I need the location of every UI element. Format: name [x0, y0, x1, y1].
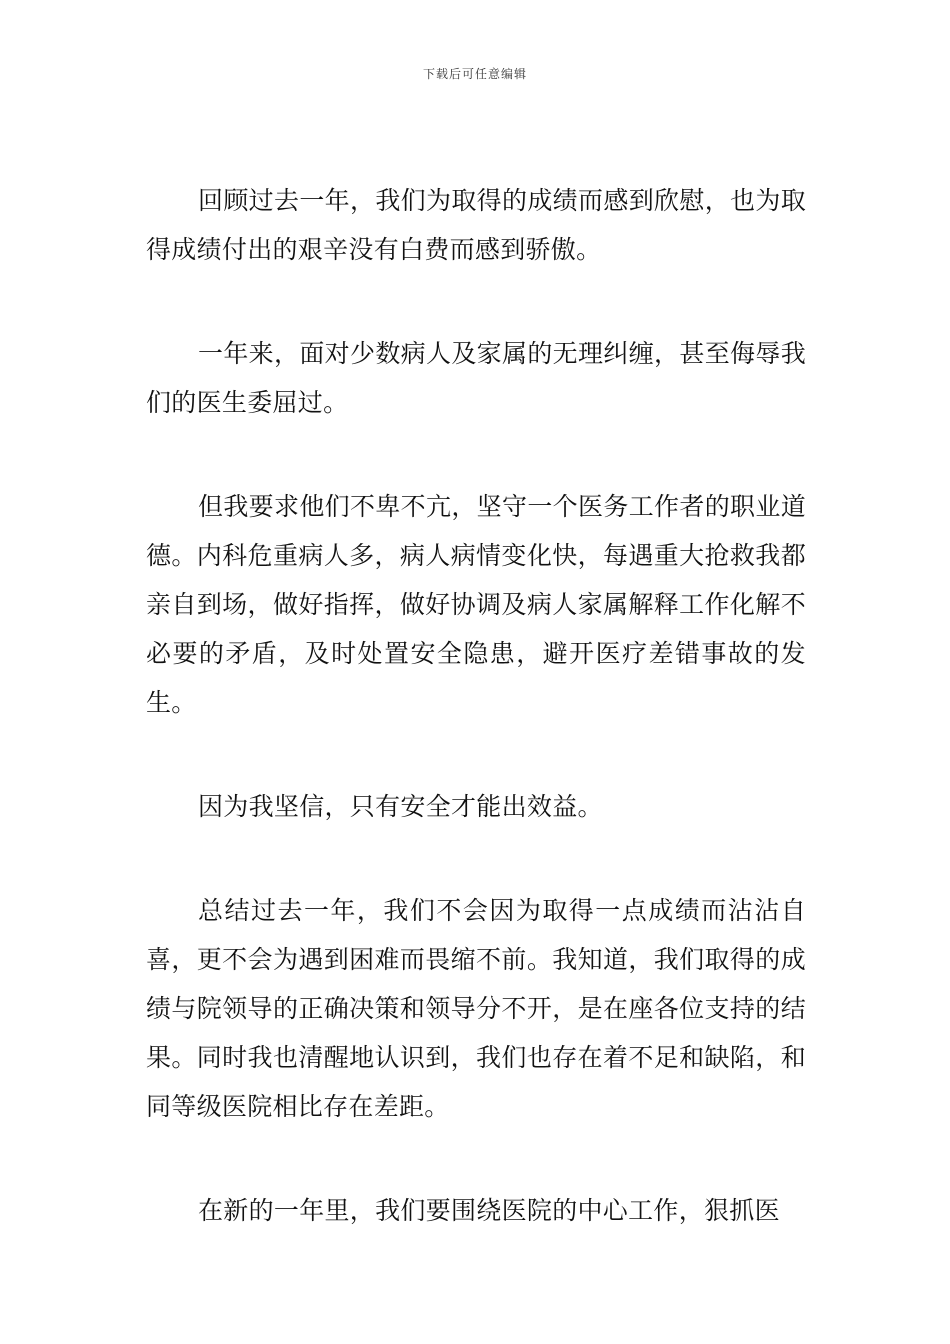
paragraph-6: 在新的一年里，我们要围绕医院的中心工作，狠抓医 — [198, 1196, 780, 1225]
document-body — [146, 176, 806, 1290]
paragraph-2: 一年来，面对少数病人及家属的无理纠缠，甚至侮辱我们的医生委屈过。 — [146, 339, 806, 417]
paragraph-4: 因为我坚信，只有安全才能出效益。 — [198, 792, 603, 821]
paragraph-3: 但我要求他们不卑不亢，坚守一个医务工作者的职业道德。内科危重病人多，病人病情变化快，每遇重大抢救我都亲自到场，做好指挥，做好协调及病人家属解释工作化解不必要的矛盾，及时处置安全隐患，避开医疗差错事故的发生。 — [146, 492, 806, 717]
paragraph-1: 回顾过去一年，我们为取得的成绩而感到欣慰，也为取得成绩付出的艰辛没有白费而感到骄傲。 — [146, 186, 806, 264]
paragraph-5: 总结过去一年，我们不会因为取得一点成绩而沾沾自喜，更不会为遇到困难而畏缩不前。我知道，我们取得的成绩与院领导的正确决策和领导分不开，是在座各位支持的结果。同时我也清醒地认识到，我们也存在着不足和缺陷，和同等级医院相比存在差距。 — [146, 896, 806, 1121]
header-note: 下载后可任意编辑 — [422, 67, 527, 81]
